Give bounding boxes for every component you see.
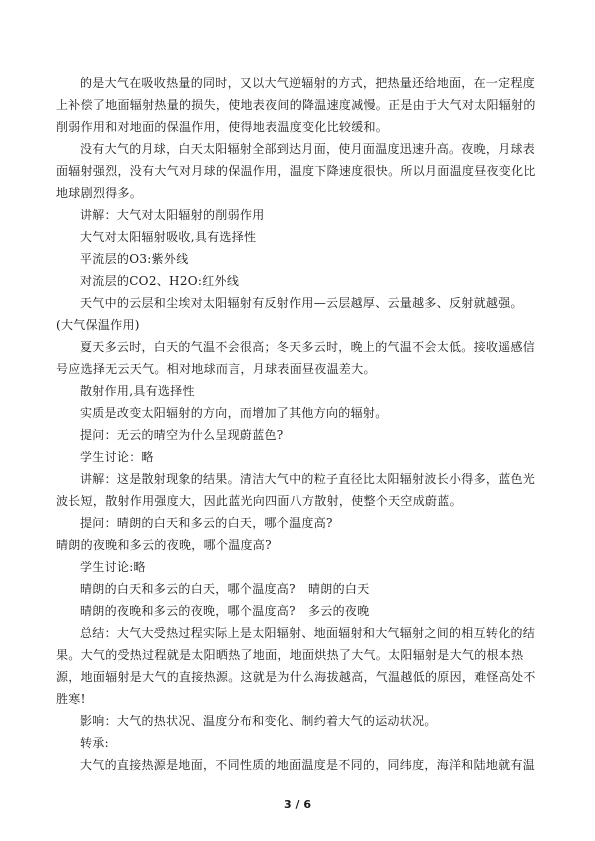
paragraph-protection: 的是大气在吸收热量的同时，又以大气逆辐射的方式，把热量还给地面，在一定程度上补偿了地面辐射热量的损失，使地表夜间的降温速度减慢。正是由于大气对太阳辐射的削弱作用和对地面的保温作用，使得地表温度变化比较缓和。 (56, 76, 536, 134)
paragraph-explain-scatter: 讲解：这是散射现象的结果。清洁大气中的粒子直径比太阳辐射波长小得多，蓝色光波长短，散射作用强度大，因此蓝光向四面八方散射，使整个天空成蔚蓝。 (56, 472, 536, 508)
paragraph-question-night: 晴朗的夜晚和多云的夜晚，哪个温度高? (56, 538, 272, 552)
qa-question: 晴朗的夜晚和多云的夜晚，哪个温度高? (80, 604, 296, 618)
paragraph-reflection: 天气中的云层和尘埃对太阳辐射有反射作用—云层越厚、云量越多、反射就越强。(大气保温作用) (56, 296, 523, 332)
paragraph-heat-source: 大气的直接热源是地面，不同性质的地面温度是不同的，同纬度，海洋和陆地就有温 (80, 758, 536, 772)
page-number: 3 / 6 (284, 798, 311, 811)
paragraph-troposphere: 对流层的CO2、H2O:红外线 (80, 274, 240, 288)
qa-answer: 多云的夜晚 (308, 604, 370, 618)
paragraph-discussion-1: 学生讨论：略 (80, 450, 154, 464)
paragraph-impact: 影响：大气的热状况、温度分布和变化、制约着大气的运动状况。 (80, 714, 437, 728)
page-content (56, 72, 536, 776)
paragraph-question-sky: 提问：无云的晴空为什么呈现蔚蓝色? (80, 428, 284, 442)
qa-row-night (56, 600, 536, 622)
paragraph-transition: 转承: (80, 736, 109, 750)
paragraph-moon: 没有大气的月球，白天太阳辐射全部到达月面，使月面温度迅速升高。夜晚，月球表面辐射强烈，没有大气对月球的保温作用，温度下降速度很快。所以月面温度昼夜变化比地球剧烈得多。 (56, 142, 536, 200)
paragraph-absorption: 大气对太阳辐射吸收,具有选择性 (80, 230, 257, 244)
paragraph-explain-weakening: 讲解：大气对太阳辐射的削弱作用 (80, 208, 265, 222)
paragraph-discussion-2: 学生讨论:略 (80, 560, 146, 574)
paragraph-essence: 实质是改变太阳辐射的方向，而增加了其他方向的辐射。 (80, 406, 388, 420)
paragraph-summary: 总结：大气大受热过程实际上是太阳辐射、地面辐射和大气辐射之间的相互转化的结果。大气的受热过程就是太阳晒热了地面，地面烘热了大气。太阳辐射是大气的根本热源，地面辐射是大气的直接热源。这就是为什么海拔越高，气温越低的原因，难怪高处不胜寒! (56, 626, 536, 706)
qa-answer: 晴朗的白天 (308, 582, 370, 596)
paragraph-stratosphere: 平流层的O3:紫外线 (80, 252, 189, 266)
qa-row-day (56, 578, 536, 600)
paragraph-scattering: 散射作用,具有选择性 (80, 384, 195, 398)
qa-question: 晴朗的白天和多云的白天，哪个温度高? (80, 582, 296, 596)
paragraph-cloudy: 夏天多云时，白天的气温不会很高；冬天多云时，晚上的气温不会太低。接收遥感信号应选择无云天气。相对地球而言，月球表面昼夜温差大。 (56, 340, 536, 376)
paragraph-question-day: 提问：晴朗的白天和多云的白天，哪个温度高? (80, 516, 333, 530)
